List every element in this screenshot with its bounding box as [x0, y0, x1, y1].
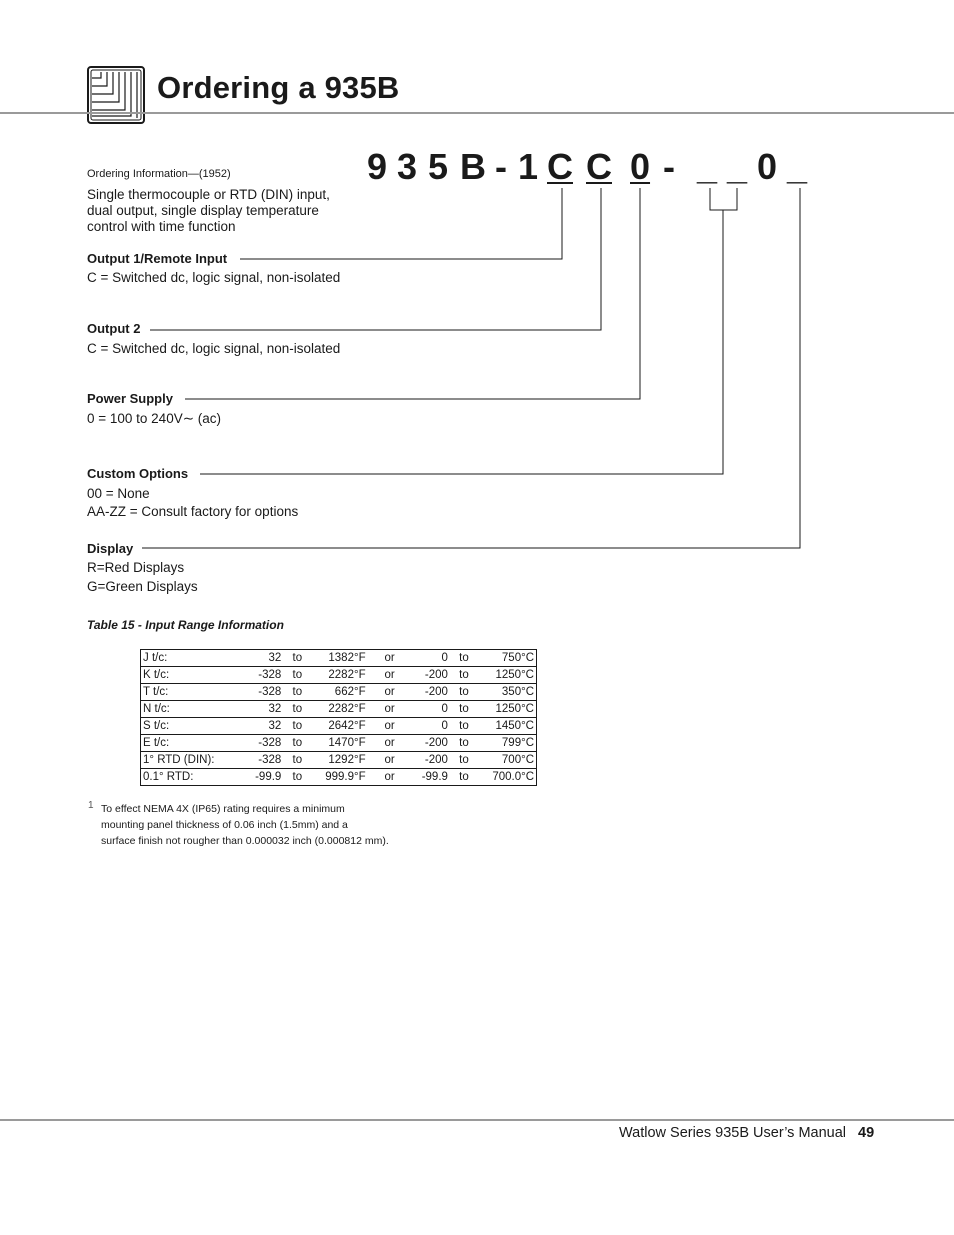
- to-label-cell: to: [450, 684, 478, 701]
- footnote-mark: 1: [88, 800, 94, 811]
- sensor-type-cell: 0.1° RTD:: [143, 771, 194, 783]
- max-c-cell: 1250°C: [478, 701, 537, 718]
- code-char-output2: C: [586, 146, 612, 187]
- custom-options-title: Custom Options: [87, 466, 194, 481]
- code-char: -: [663, 146, 675, 187]
- display-option: R=Red Displays: [87, 560, 185, 575]
- or-label-cell: or: [384, 771, 395, 783]
- min-f-cell: -328: [245, 684, 283, 701]
- output2-option: C = Switched dc, logic signal, non-isolated: [87, 341, 341, 356]
- display-option: G=Green Displays: [87, 579, 198, 594]
- max-c-cell: 750°C: [478, 650, 537, 667]
- to-label-cell: to: [450, 650, 478, 667]
- or-label-cell: or: [368, 735, 412, 752]
- min-c-cell: -99.9: [421, 771, 448, 783]
- max-f-cell: 1292°F: [311, 752, 367, 769]
- page-title: Ordering a 935B: [157, 70, 400, 105]
- table-caption: Table 15 - Input Range Information: [87, 618, 284, 632]
- table-row: [141, 769, 537, 786]
- to-label-cell: to: [450, 752, 478, 769]
- or-label-cell: or: [368, 752, 412, 769]
- sensor-type-cell: N t/c:: [141, 701, 246, 718]
- code-char: 9: [367, 146, 388, 187]
- code-char-display: _: [787, 146, 808, 187]
- table-row: [141, 701, 537, 718]
- to-label-cell: to: [283, 735, 311, 752]
- sensor-type-cell: E t/c:: [141, 735, 246, 752]
- max-f-cell: 999.9°F: [325, 771, 366, 783]
- input-range-table: [140, 649, 537, 786]
- to-label-cell: to: [283, 684, 311, 701]
- max-f-cell: 2282°F: [311, 701, 367, 718]
- sensor-type-cell: K t/c:: [141, 667, 246, 684]
- page-footer: [619, 1125, 874, 1141]
- or-label-cell: or: [368, 684, 412, 701]
- code-char: 5: [428, 146, 449, 187]
- code-char-custom: _: [697, 146, 718, 187]
- footnote-line: To effect NEMA 4X (IP65) rating requires a minimum: [101, 803, 345, 815]
- custom-option: 00 = None: [87, 486, 150, 501]
- manual-title: Watlow Series 935B User’s Manual: [619, 1125, 846, 1141]
- output1-title: Output 1/Remote Input: [87, 251, 233, 266]
- to-label-cell: to: [283, 752, 311, 769]
- min-c-cell: 0: [412, 701, 450, 718]
- code-char: 1: [518, 146, 539, 187]
- min-f-cell: 32: [245, 718, 283, 735]
- to-label-cell: to: [450, 667, 478, 684]
- page-number: 49: [858, 1125, 875, 1141]
- table-row: [141, 752, 537, 769]
- min-f-cell: -328: [245, 667, 283, 684]
- sensor-type-cell: J t/c:: [141, 650, 246, 667]
- or-label-cell: or: [368, 718, 412, 735]
- to-label-cell: to: [283, 650, 311, 667]
- code-char: -: [495, 146, 507, 187]
- table-row: [141, 650, 537, 667]
- min-c-cell: -200: [412, 667, 450, 684]
- max-c-cell: 700.0°C: [492, 771, 534, 783]
- ordering-info-label: Ordering Information—(1952): [87, 168, 231, 180]
- to-label-cell: to: [283, 718, 311, 735]
- or-label-cell: or: [368, 650, 412, 667]
- custom-option: AA-ZZ = Consult factory for options: [87, 504, 299, 519]
- code-char-output1: C: [547, 146, 573, 187]
- max-c-cell: 350°C: [478, 684, 537, 701]
- to-label-cell: to: [459, 771, 469, 783]
- min-c-cell: -200: [412, 735, 450, 752]
- min-f-cell: 32: [245, 650, 283, 667]
- max-c-cell: 1250°C: [478, 667, 537, 684]
- code-char: 0: [757, 146, 778, 187]
- to-label-cell: to: [283, 701, 311, 718]
- max-f-cell: 1382°F: [311, 650, 367, 667]
- code-char-custom: _: [727, 146, 748, 187]
- or-label-cell: or: [368, 701, 412, 718]
- sensor-type-cell: T t/c:: [141, 684, 246, 701]
- min-c-cell: -200: [412, 752, 450, 769]
- power-supply-title: Power Supply: [87, 391, 179, 406]
- min-c-cell: -200: [412, 684, 450, 701]
- max-f-cell: 2282°F: [311, 667, 367, 684]
- product-description: Single thermocouple or RTD (DIN) input, dual output, single display temperature control with time function: [87, 187, 330, 234]
- display-title: Display: [87, 541, 139, 556]
- min-c-cell: 0: [412, 650, 450, 667]
- footer-divider: [0, 1119, 954, 1121]
- to-label-cell: to: [450, 701, 478, 718]
- max-c-cell: 1450°C: [478, 718, 537, 735]
- max-f-cell: 1470°F: [311, 735, 367, 752]
- max-c-cell: 799°C: [478, 735, 537, 752]
- to-label-cell: to: [292, 771, 303, 783]
- code-char: B: [460, 146, 486, 187]
- footnote-line: mounting panel thickness of 0.06 inch (1.5mm) and a: [101, 819, 348, 831]
- sensor-type-cell: S t/c:: [141, 718, 246, 735]
- to-label-cell: to: [450, 718, 478, 735]
- code-char: 3: [397, 146, 418, 187]
- max-c-cell: 700°C: [478, 752, 537, 769]
- min-f-cell: 32: [245, 701, 283, 718]
- table-row: [141, 718, 537, 735]
- output1-option: C = Switched dc, logic signal, non-isolated: [87, 270, 341, 285]
- or-label-cell: or: [368, 667, 412, 684]
- power-supply-option: 0 = 100 to 240V∼ (ac): [87, 411, 222, 426]
- min-c-cell: 0: [412, 718, 450, 735]
- to-label-cell: to: [450, 735, 478, 752]
- min-f-cell: -328: [245, 752, 283, 769]
- footnote-line: surface finish not rougher than 0.000032 inch (0.000812 mm).: [101, 835, 389, 847]
- max-f-cell: 662°F: [311, 684, 367, 701]
- min-f-cell: -328: [245, 735, 283, 752]
- footnote: [101, 801, 441, 849]
- code-char-power: 0: [630, 146, 651, 187]
- table-row: [141, 667, 537, 684]
- min-f-cell: -99.9: [255, 771, 282, 783]
- max-f-cell: 2642°F: [311, 718, 367, 735]
- table-row: [141, 684, 537, 701]
- output2-title: Output 2: [87, 321, 146, 336]
- sensor-type-cell: 1° RTD (DIN):: [141, 752, 246, 769]
- to-label-cell: to: [283, 667, 311, 684]
- table-row: [141, 735, 537, 752]
